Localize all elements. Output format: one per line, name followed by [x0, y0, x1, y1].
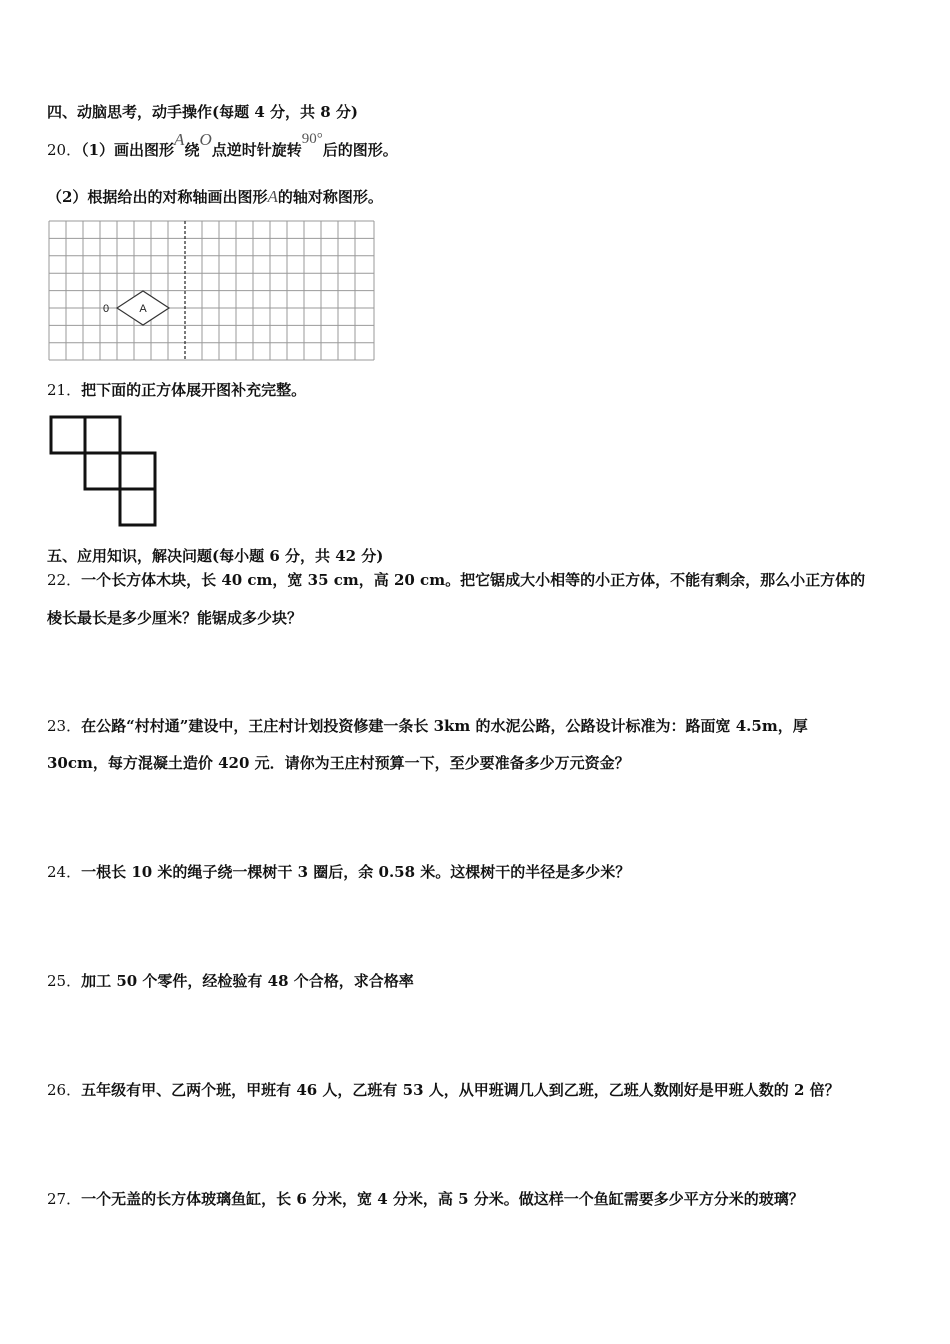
- question-22-continued: 棱长最长是多少厘米？能锯成多少块？: [47, 609, 303, 627]
- question-text: 一个长方体木块，长 40 cm，宽 35 cm，高 20 cm。把它锯成大小相等的小正方体，不能有剩余，那么小正方体的: [81, 571, 866, 589]
- question-number: 21．: [47, 381, 82, 399]
- q20-around: 绕: [184, 141, 200, 159]
- question-text: 一根长 10 米的绳子绕一棵树干 3 圈后，余 0.58 米。这棵树干的半径是多少米？: [81, 863, 631, 881]
- shape-a-label: A: [139, 303, 147, 315]
- question-number: 25．: [47, 972, 82, 990]
- net-square: [85, 417, 120, 453]
- symmetry-grid: [48, 220, 378, 362]
- point-o-label: 0: [102, 303, 110, 315]
- q20-part1-mid: 点逆时针旋转: [211, 141, 302, 159]
- question-number: 27．: [47, 1190, 82, 1208]
- question-text: 五年级有甲、乙两个班，甲班有 46 人，乙班有 53 人，从甲班调几人到乙班，乙班人数刚好是甲班人数的 2 倍？: [81, 1081, 840, 1099]
- rotation-angle: 90°: [301, 131, 323, 147]
- point-letter: O: [199, 130, 212, 149]
- question-text: 在公路“村村通”建设中，王庄村计划投资修建一条长 3km 的水泥公路，公路设计标准为：路面宽 4.5m，厚: [81, 717, 808, 735]
- question-text: 一个无盖的长方体玻璃鱼缸，长 6 分米，宽 4 分米，高 5 分米。做这样一个鱼缸需要多少平方分米的玻璃？: [81, 1190, 804, 1208]
- section-5-heading: 五、应用知识，解决问题(每小题 6 分，共 42 分): [47, 547, 384, 565]
- question-26: [47, 1080, 840, 1100]
- question-22: [47, 570, 865, 590]
- question-25: [47, 971, 414, 991]
- section-4-heading: 四、动脑思考，动手操作(每题 4 分，共 8 分): [47, 103, 358, 121]
- question-number: 23．: [47, 717, 82, 735]
- question-27: [47, 1189, 804, 1209]
- q20-part1-suffix: 后的图形。: [322, 141, 398, 159]
- question-24: [47, 862, 630, 882]
- question-23: [47, 716, 808, 736]
- q20-part2-prefix: （2）根据给出的对称轴画出图形: [47, 188, 268, 206]
- question-number: 24．: [47, 863, 82, 881]
- question-number: 22．: [47, 571, 82, 589]
- net-square: [51, 417, 85, 453]
- question-20-part-2: [47, 187, 383, 207]
- shape-letter: A: [174, 130, 185, 149]
- net-square: [120, 453, 155, 489]
- question-21: [47, 380, 306, 400]
- question-20-part-1: [47, 130, 398, 161]
- question-text: 把下面的正方体展开图补充完整。: [81, 381, 307, 399]
- question-number: 26．: [47, 1081, 82, 1099]
- question-number: 20．: [47, 141, 82, 159]
- shape-letter: A: [267, 187, 278, 206]
- grid-lines: [49, 221, 374, 360]
- net-square: [120, 489, 155, 525]
- net-square: [85, 453, 120, 489]
- q20-part1-prefix: （1）画出图形: [81, 141, 175, 159]
- question-text: 加工 50 个零件，经检验有 48 个合格，求合格率: [81, 972, 414, 990]
- q20-part2-suffix: 的轴对称图形。: [277, 188, 383, 206]
- cube-net-figure: [48, 414, 160, 530]
- question-23-continued: 30cm，每方混凝土造价 420 元．请你为王庄村预算一下，至少要准备多少万元资金？: [47, 754, 630, 772]
